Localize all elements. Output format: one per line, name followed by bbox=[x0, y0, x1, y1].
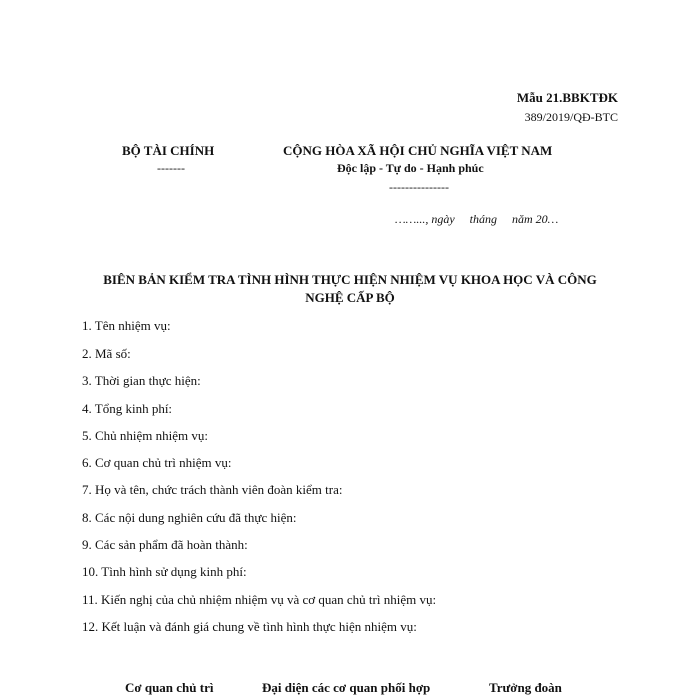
form-code: Mẫu 21.BBKTĐK bbox=[516, 90, 618, 105]
list-item: 4. Tổng kinh phí: bbox=[82, 401, 173, 416]
date-line: ……..., ngày tháng năm 20… bbox=[395, 212, 559, 226]
list-item: 8. Các nội dung nghiên cứu đã thực hiện: bbox=[82, 510, 297, 525]
motto: Độc lập - Tự do - Hạnh phúc bbox=[337, 161, 484, 175]
country-title: CỘNG HÒA XÃ HỘI CHỦ NGHĨA VIỆT NAM bbox=[283, 143, 553, 158]
document-title-line-1: BIÊN BẢN KIỂM TRA TÌNH HÌNH THỰC HIỆN NHIỆM VỤ KHOA HỌC VÀ CÔNG bbox=[103, 272, 597, 287]
list-item: 2. Mã số: bbox=[82, 346, 131, 361]
list-item: 6. Cơ quan chủ trì nhiệm vụ: bbox=[82, 455, 232, 470]
signature-partner-reps: Đại diện các cơ quan phối hợp bbox=[262, 680, 431, 695]
list-item: 12. Kết luận và đánh giá chung về tình hình thực hiện nhiệm vụ: bbox=[82, 619, 417, 634]
motto-rule: --------------- bbox=[389, 180, 449, 194]
decision-number: 389/2019/QĐ-BTC bbox=[524, 110, 618, 124]
list-item: 3. Thời gian thực hiện: bbox=[82, 373, 201, 388]
list-item: 7. Họ và tên, chức trách thành viên đoàn kiểm tra: bbox=[82, 482, 343, 497]
list-item: 5. Chủ nhiệm nhiệm vụ: bbox=[82, 428, 209, 443]
signature-team-leader: Trưởng đoàn bbox=[489, 680, 562, 695]
list-item: 9. Các sản phẩm đã hoàn thành: bbox=[82, 537, 248, 552]
list-item: 1. Tên nhiệm vụ: bbox=[82, 318, 171, 333]
signature-host-agency: Cơ quan chủ trì bbox=[125, 680, 214, 695]
ministry-rule: ------- bbox=[157, 161, 185, 175]
document-title-line-2: NGHỆ CẤP BỘ bbox=[305, 290, 395, 305]
list-item: 11. Kiến nghị của chủ nhiệm nhiệm vụ và cơ quan chủ trì nhiệm vụ: bbox=[82, 592, 437, 607]
ministry-name: BỘ TÀI CHÍNH bbox=[122, 143, 215, 158]
list-item: 10. Tình hình sử dụng kinh phí: bbox=[82, 564, 247, 579]
